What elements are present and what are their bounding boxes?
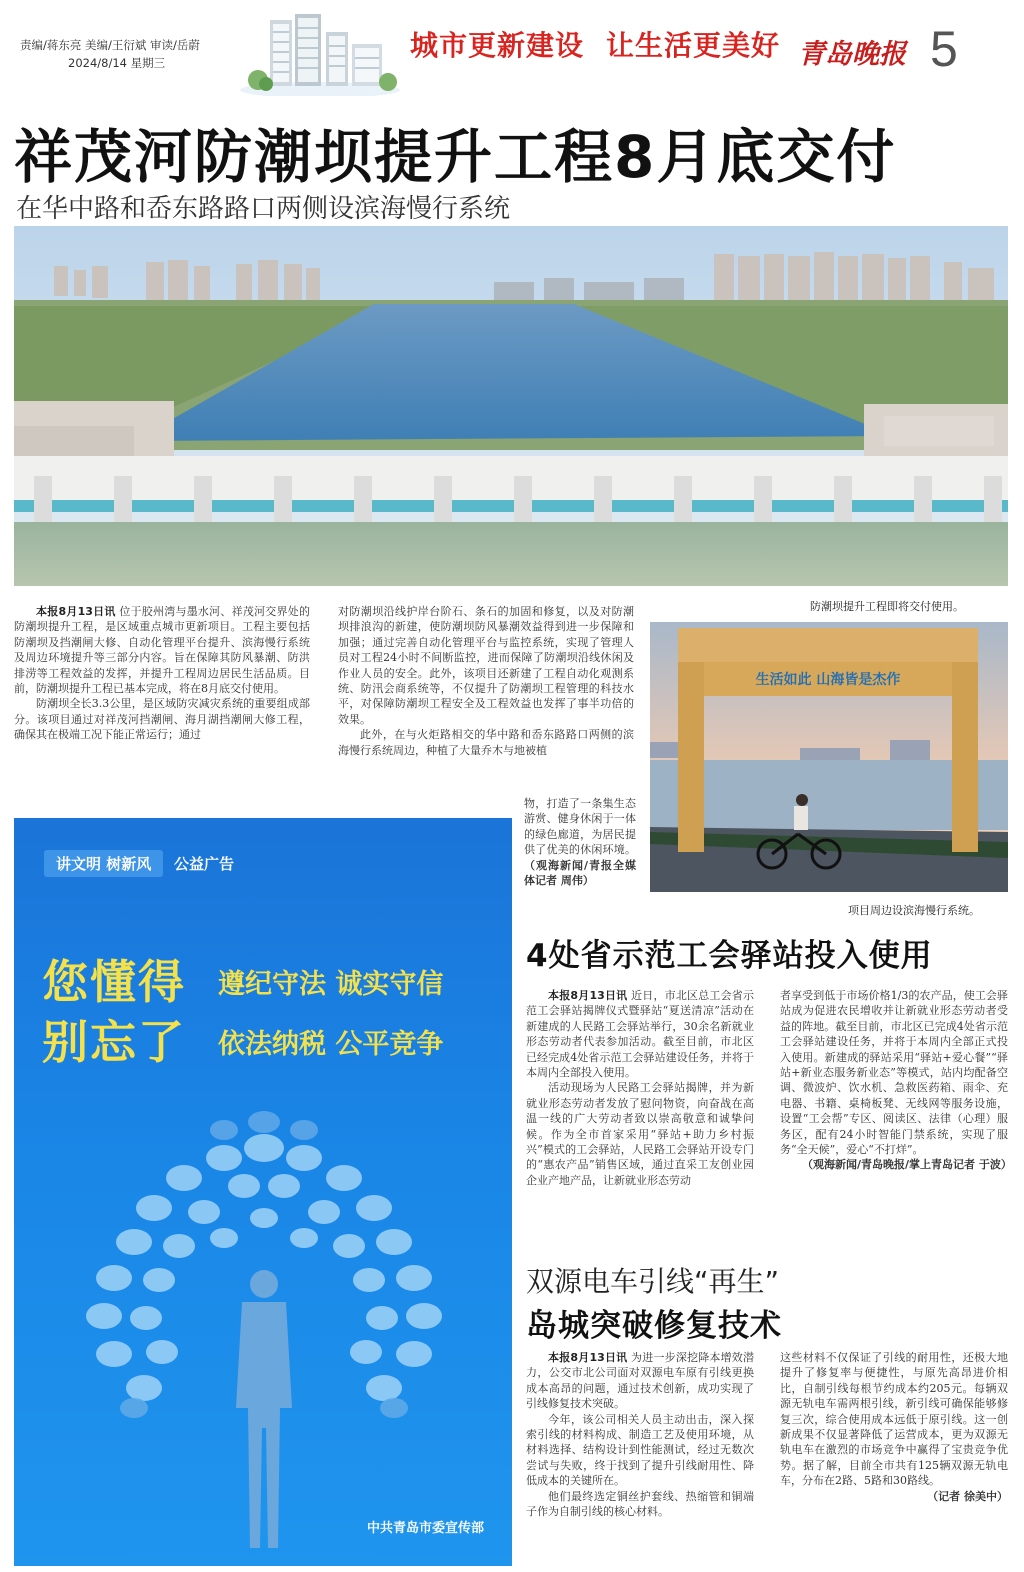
main-subheadline: 在华中路和岙东路路口两侧设滨海慢行系统: [16, 194, 511, 224]
public-service-ad: [14, 818, 512, 1566]
section-slogan: [410, 24, 780, 64]
main-story-col1: [14, 604, 310, 743]
paragraph: 他们最终选定铜丝护套线、热缩管和铜端子作为自制引线的核心材料。: [526, 1489, 754, 1519]
issue-date: 2024/8/14 星期三: [68, 56, 166, 70]
ad-kind: 公益广告: [174, 855, 235, 873]
staff-credits: 责编/蒋东亮 美编/王衍斌 审读/岳蔚: [20, 38, 200, 52]
paragraph: 为进一步深挖降本增效潜力，公交市北公司面对双源电车原有引线更换成本高昂的问题，通过技术创新，成功实现了引线修复技术突破。: [526, 1351, 755, 1411]
story3-headline-line2: 岛城突破修复技术: [526, 1308, 782, 1344]
story3-colB: [780, 1350, 1008, 1504]
paragraph: 近日，市北区总工会省示范工会驿站揭牌仪式暨驿站“夏送清凉”活动在新建成的人民路工会驿站举行，30余名新就业形态劳动者代表参加活动。截至目前，市北区已经完成4处省示范工会驿站建设任务，并将于本周内全部投入使用。: [526, 989, 755, 1080]
slogan-part-1: 城市更新建设: [410, 29, 585, 62]
ad-department: 中共青岛市委宣传部: [366, 1521, 484, 1536]
paragraph: 此外，在与火炬路相交的华中路和岙东路路口两侧的滨海慢行系统周边，种植了大量乔木与地被植: [338, 728, 634, 757]
byline: （观海新闻/青报全媒体记者 周伟）: [524, 858, 636, 888]
story3-headline-line1: 双源电车引线“再生”: [526, 1265, 780, 1298]
ad-line1-big: 您懂得: [42, 955, 186, 1009]
dateline: 本报8月13日讯: [548, 1351, 628, 1364]
ad-line2-small: 依法纳税 公平竞争: [218, 1029, 444, 1060]
main-story-col2-wrap: [524, 796, 636, 888]
slow-path-cyclist-photo: [650, 622, 1008, 892]
paragraph: 这些材料不仅保证了引线的耐用性，还极大地提升了修复率与便捷性，与原先高昂进价相比，自制引线每根节约成本约205元。每辆双源无轨电车需两根引线，新引线可确保能够修复三次，综合使用成本远低于原引线。这一创新成果不仅显著降低了运营成本，更为双源无轨电车在激烈的市场竞争中赢得了宝贵竞争优势。据了解，目前全市共有125辆双源无轨电车，分布在2路、5路和30路线。: [780, 1351, 1008, 1488]
main-story-col2: [338, 604, 634, 758]
byline: （记者 徐美中）: [927, 1489, 1008, 1503]
paragraph: 物，打造了一条集生态游赏、健身休闲于一体的绿色廊道，为居民提供了优美的休闲环境。: [524, 797, 636, 857]
paragraph: 今年，该公司相关人员主动出击，深入探索引线的材料构成、制造工艺及使用环境，从材料选择、结构设计到性能测试，经过无数次尝试与失败，终于找到了提升引线耐用性、降低成本的关键所在。: [526, 1412, 754, 1488]
slogan-part-2: 让生活更美好: [606, 29, 781, 62]
newspaper-name: 青岛晚报: [798, 39, 906, 70]
page-meta: [20, 36, 250, 72]
dateline: 本报8月13日讯: [548, 989, 628, 1002]
hands-tree-illustration: [74, 1108, 454, 1566]
ad-line1-small: 遵纪守法 诚实守信: [218, 969, 444, 1000]
page-number: 5: [930, 21, 958, 77]
dateline: 本报8月13日讯: [36, 605, 116, 618]
photo-caption: 防潮坝提升工程即将交付使用。: [810, 600, 964, 613]
story2-colB: [780, 988, 1012, 1173]
byline: （观海新闻/青岛晚报/掌上青岛记者 于波）: [802, 1158, 1012, 1172]
city-buildings-illustration: [240, 10, 400, 96]
paragraph: 对防潮坝沿线护岸台阶石、条石的加固和修复，以及对防潮坝排浪沟的新建，使防潮坝防风暴潮效益得到进一步保障和加强；通过完善自动化管理平台与监控系统，实现了管理人员对工程24小时不间断监控，进而保障了防潮坝沿线休闲及作业人员的安全。此外，该项目还新建了工程自动化观测系统、防汛会商系统等，不仅提升了防潮坝工程管理的科技水平，对保障防潮坝工程安全及工程效益也发挥了事半功倍的效果。: [338, 605, 634, 726]
story2-headline: 4处省示范工会驿站投入使用: [526, 938, 933, 974]
paragraph: 防潮坝全长3.3公里，是区域防灾减灾系统的重要组成部分。该项目通过对祥茂河挡潮闸、海月湖挡潮闸大修工程，确保其在极端工况下能正常运行；通过: [14, 697, 310, 742]
main-headline: 祥茂河防潮坝提升工程8月底交付: [14, 123, 897, 191]
paragraph: 者享受到低于市场价格1/3的农产品，使工会驿站成为促进农民增收并让新就业形态劳动者受益的阵地。截至目前，市北区已完成4处省示范工会驿站建设任务，并将于本周内全部正式投入使用。新建成的驿站采用“驿站+爱心餐”“驿站+新业态服务新业态”等模式，站内均配备空调、微波炉、饮水机、急救医药箱、雨伞、充电器、书籍、桌椅板凳、无线网等服务设施，设置“工会帮”专区、阅读区、法律（心理）服务区，配有24小时智能门禁系统，实现了服务“全天候”，爱心“不打烊”。: [780, 989, 1008, 1157]
paragraph: 活动现场为人民路工会驿站揭牌，并为新就业形态劳动者发放了慰问物资，向奋战在高温一线的广大劳动者致以崇高敬意和诚挚问候。作为全市首家采用“驿站+助力乡村振兴”模式的工会驿站，人民路工会驿站开设专门的“惠农产品”销售区域，通过直采工友创业园企业产地产品，让新就业形态劳动: [526, 1081, 754, 1187]
arch-sign-text: 生活如此 山海皆是杰作: [755, 672, 901, 688]
story2-colA: [526, 988, 754, 1188]
ad-tag: 讲文明 树新风: [44, 850, 163, 877]
story3-colA: [526, 1350, 754, 1519]
ad-line2-big: 别忘了: [42, 1015, 186, 1069]
tide-barrier-aerial-photo: [14, 226, 1008, 586]
paragraph: 位于胶州湾与墨水河、祥茂河交界处的防潮坝提升工程，是区域重点城市更新项目。工程主要包括防潮坝及挡潮闸大修、自动化管理平台提升、滨海慢行系统及周边环境提升等三部分内容。旨在保障其防风暴潮、防洪排涝等工程效益的发挥，并提升工程周边居民生活品质。目前，防潮坝提升工程已基本完成，将在8月底交付使用。: [14, 605, 310, 696]
photo2-caption: 项目周边设滨海慢行系统。: [848, 904, 980, 917]
